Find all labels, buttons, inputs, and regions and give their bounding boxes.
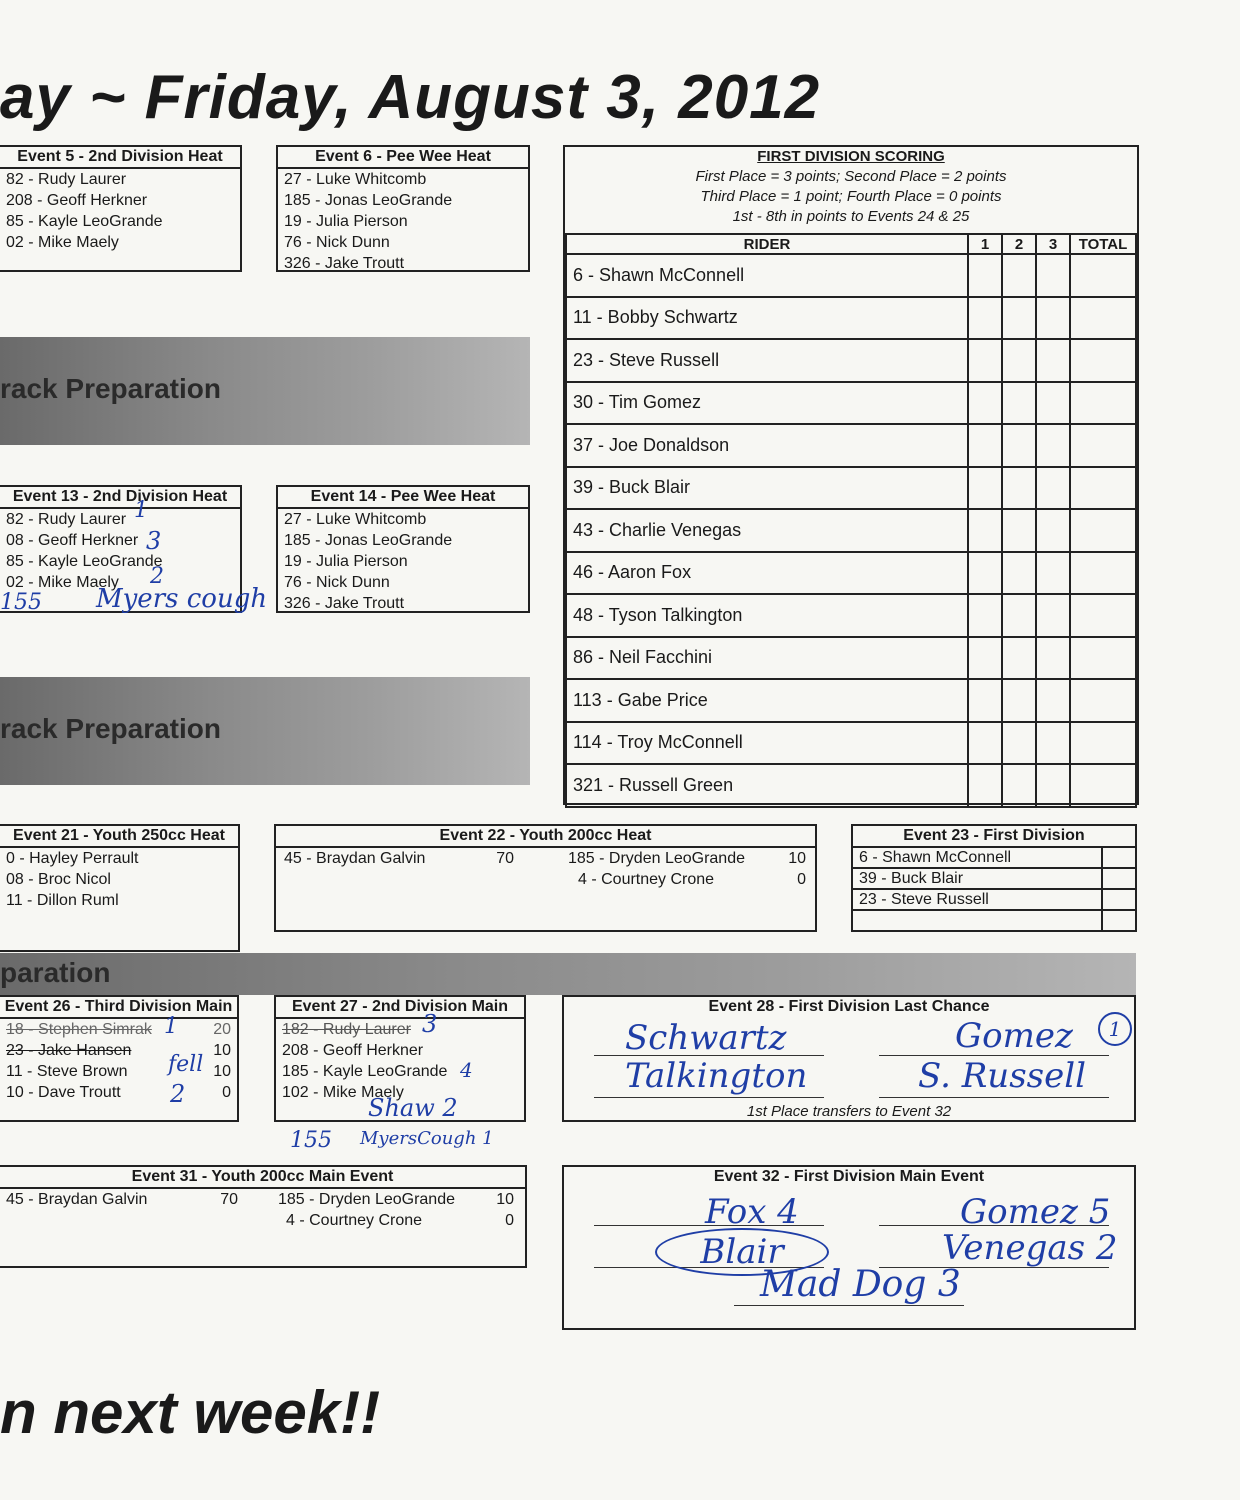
total-column-header: TOTAL [1070,234,1136,254]
rider-points: 10 [213,1063,231,1080]
scoring-rider-name: 30 - Tim Gomez [566,382,968,425]
event-27-rider: 208 - Geoff Herkner [282,1042,424,1059]
handwritten-name: Shaw 2 [368,1094,458,1122]
event-22-rider [572,869,812,890]
round-1-cell[interactable] [968,594,1002,637]
event-21-rider: 0 - Hayley Perrault [6,850,139,867]
event-6-rider: 185 - Jonas LeoGrande [284,192,453,209]
event-14-title: Event 14 - Pee Wee Heat [278,487,528,509]
rider-points: 0 [222,1084,231,1101]
rider-points: 70 [220,1191,238,1208]
handwritten-name: S. Russell [918,1056,1086,1096]
event-26-rider [0,1082,237,1103]
handwritten-mark: 2 [170,1080,186,1108]
round-3-cell[interactable] [1036,509,1070,552]
rider-column-header: RIDER [566,234,968,254]
event-23-title: Event 23 - First Division [853,826,1135,848]
round-1-cell[interactable] [968,424,1002,467]
event-5-title: Event 5 - 2nd Division Heat [0,147,240,169]
round-2-cell[interactable] [1002,637,1036,680]
track-preparation-banner [0,953,1136,995]
round-1-cell[interactable] [968,679,1002,722]
event-13-rider: 02 - Mike Maely [6,574,119,591]
round-2-cell[interactable] [1002,424,1036,467]
round-3-cell[interactable] [1036,722,1070,765]
total-cell[interactable] [1070,254,1136,297]
scoring-rule: First Place = 3 points; Second Place = 2 points [695,168,1007,185]
round-2-cell[interactable] [1002,552,1036,595]
round-2-header: 2 [1002,234,1036,254]
event-6-title: Event 6 - Pee Wee Heat [278,147,528,169]
handwritten-mark: 1 [164,1014,178,1039]
handwritten-circled-mark: 1 [1098,1012,1132,1046]
event-22-rider [562,848,812,869]
event-14-box [276,485,530,613]
rider-name: 18 - Stephen Simrak [6,1021,152,1038]
page-title: ay ~ Friday, August 3, 2012 [0,63,821,132]
rider-name: 185 - Dryden LeoGrande [278,1191,455,1208]
event-14-rider: 76 - Nick Dunn [284,574,390,591]
event-23-box [851,824,1137,932]
total-cell[interactable] [1070,424,1136,467]
signature-line [879,1097,1109,1098]
scoring-row [566,722,1136,765]
round-1-cell[interactable] [968,509,1002,552]
scoring-row [566,637,1136,680]
event-14-rider: 27 - Luke Whitcomb [284,511,427,528]
scoring-rider-name: 113 - Gabe Price [566,679,968,722]
event-31-title: Event 31 - Youth 200cc Main Event [0,1167,525,1189]
scoring-row [566,764,1136,807]
scoring-rider-name: 43 - Charlie Venegas [566,509,968,552]
event-6-rider: 27 - Luke Whitcomb [284,171,427,188]
signature-line [734,1305,964,1306]
event-21-rider: 11 - Dillon Ruml [6,892,119,909]
scoring-row [566,467,1136,510]
handwritten-circled-name: Blair [655,1228,829,1276]
scoring-rider-name: 39 - Buck Blair [566,467,968,510]
handwritten-number: 155 [0,590,42,615]
first-division-scoring [563,145,1139,805]
handwritten-name: Gomez [955,1016,1073,1056]
round-2-cell[interactable] [1002,722,1036,765]
round-3-cell[interactable] [1036,764,1070,807]
handwritten-name: Gomez 5 [960,1192,1111,1232]
scoring-row [566,509,1136,552]
round-3-cell[interactable] [1036,254,1070,297]
event-26-title: Event 26 - Third Division Main [0,997,237,1019]
event-23-rider: 39 - Buck Blair [853,869,1135,890]
round-2-cell[interactable] [1002,467,1036,510]
round-2-cell[interactable] [1002,382,1036,425]
event-22-rider [278,848,520,869]
handwritten-name: MyersCough 1 [360,1128,494,1149]
event-32-title: Event 32 - First Division Main Event [713,1168,985,1185]
track-preparation-label: paration [0,957,111,988]
scoring-row [566,552,1136,595]
event-5-rider: 82 - Rudy Laurer [6,171,127,188]
total-cell[interactable] [1070,297,1136,340]
handwritten-mark: 2 [150,564,164,589]
scoring-row [566,679,1136,722]
event-21-title: Event 21 - Youth 250cc Heat [0,826,238,848]
total-cell[interactable] [1070,509,1136,552]
rider-name: 185 - Dryden LeoGrande [568,850,745,867]
scoring-rider-name: 23 - Steve Russell [566,339,968,382]
rider-name: 4 - Courtney Crone [286,1212,423,1229]
handwritten-mark: 3 [146,527,162,555]
scoring-rider-name: 46 - Aaron Fox [566,552,968,595]
scoring-rider-name: 86 - Neil Facchini [566,637,968,680]
event-31-rider [280,1210,520,1231]
event-22-box [274,824,817,932]
total-cell[interactable] [1070,339,1136,382]
round-1-cell[interactable] [968,764,1002,807]
event-5-rider: 02 - Mike Maely [6,234,119,251]
total-cell[interactable] [1070,594,1136,637]
handwritten-mark: 4 [460,1058,473,1082]
round-3-cell[interactable] [1036,637,1070,680]
rider-points: 0 [505,1212,514,1229]
handwritten-number: 155 [290,1128,332,1153]
round-3-header: 3 [1036,234,1070,254]
rider-name: 10 - Dave Troutt [6,1084,121,1101]
round-1-cell[interactable] [968,552,1002,595]
event-13-rider: 85 - Kayle LeoGrande [6,553,163,570]
round-3-cell[interactable] [1036,594,1070,637]
round-1-cell[interactable] [968,339,1002,382]
round-3-cell[interactable] [1036,339,1070,382]
event-6-rider: 19 - Julia Pierson [284,213,408,230]
scoring-rider-name: 321 - Russell Green [566,764,968,807]
event-27-rider: 102 - Mike Maely [282,1084,404,1101]
round-2-cell[interactable] [1002,679,1036,722]
total-cell[interactable] [1070,637,1136,680]
rider-points: 70 [496,850,514,867]
round-1-cell[interactable] [968,722,1002,765]
scoring-rider-name: 48 - Tyson Talkington [566,594,968,637]
event-14-rider: 19 - Julia Pierson [284,553,408,570]
event-13-rider: 82 - Rudy Laurer [6,511,127,528]
scoring-rider-name: 114 - Troy McConnell [566,722,968,765]
scoring-rider-name: 11 - Bobby Schwartz [566,297,968,340]
scoring-row [566,382,1136,425]
track-preparation-label: rack Preparation [0,373,221,404]
round-3-cell[interactable] [1036,467,1070,510]
round-3-cell[interactable] [1036,679,1070,722]
scoring-info [565,147,1137,227]
rider-name: 23 - Jake Hansen [6,1042,132,1059]
total-cell[interactable] [1070,552,1136,595]
event-21-box [0,824,240,952]
handwritten-name: Myers cough [96,584,268,614]
rider-points: 10 [496,1191,514,1208]
round-2-cell[interactable] [1002,297,1036,340]
event-27-rider: 185 - Kayle LeoGrande [282,1063,448,1080]
event-5-box [0,145,242,272]
event-31-rider [0,1189,244,1210]
total-cell[interactable] [1070,467,1136,510]
total-cell[interactable] [1070,764,1136,807]
event-13-title: Event 13 - 2nd Division Heat [0,487,240,509]
handwritten-name: Fox 4 [705,1192,799,1232]
handwritten-mark: 1 [134,498,148,523]
round-2-cell[interactable] [1002,254,1036,297]
event-22-title: Event 22 - Youth 200cc Heat [276,826,815,848]
round-1-cell[interactable] [968,467,1002,510]
scoring-rows [566,254,1136,807]
handwritten-name: Schwartz [625,1018,787,1058]
round-3-cell[interactable] [1036,297,1070,340]
event-27-rider: 182 - Rudy Laurer [282,1021,411,1038]
event-13-rider: 08 - Geoff Herkner [6,532,139,549]
round-1-cell[interactable] [968,382,1002,425]
scoring-rule: 1st - 8th in points to Events 24 & 25 [732,208,970,225]
round-1-header: 1 [968,234,1002,254]
scoring-row [566,594,1136,637]
scoring-row [566,339,1136,382]
rider-points: 10 [788,850,806,867]
event-23-rider: 23 - Steve Russell [853,890,1135,911]
handwritten-name: Mad Dog 3 [760,1264,961,1305]
total-cell[interactable] [1070,382,1136,425]
round-3-cell[interactable] [1036,424,1070,467]
round-2-cell[interactable] [1002,764,1036,807]
event-14-rider: 185 - Jonas LeoGrande [284,532,453,549]
event-31-rider [272,1189,520,1210]
total-cell[interactable] [1070,679,1136,722]
event-6-box [276,145,530,272]
round-2-cell[interactable] [1002,509,1036,552]
rider-name: 45 - Braydan Galvin [284,850,426,867]
footer-text: n next week!! [0,1379,381,1446]
scoring-rider-name: 37 - Joe Donaldson [566,424,968,467]
scoring-table [565,233,1137,808]
rider-points: 10 [213,1042,231,1059]
rider-points: 0 [797,871,806,888]
track-preparation-banner [0,337,530,445]
rider-points: 20 [213,1021,231,1038]
round-3-cell[interactable] [1036,382,1070,425]
rider-name: 11 - Steve Brown [6,1063,128,1080]
event-28-title: Event 28 - First Division Last Chance [708,998,990,1015]
rider-name: 4 - Courtney Crone [578,871,715,888]
total-cell[interactable] [1070,722,1136,765]
transfer-note: 1st Place transfers to Event 32 [746,1103,952,1120]
round-1-cell[interactable] [968,637,1002,680]
event-31-box [0,1165,527,1268]
event-6-rider: 326 - Jake Troutt [284,255,405,272]
scoring-row [566,424,1136,467]
signature-line [594,1097,824,1098]
handwritten-name: Venegas 2 [942,1228,1118,1268]
event-5-rider: 85 - Kayle LeoGrande [6,213,163,230]
event-23-rider: 6 - Shawn McConnell [853,848,1135,869]
handwritten-mark: 3 [422,1010,438,1038]
event-26-rider [0,1019,237,1040]
track-preparation-label: rack Preparation [0,713,221,744]
round-3-cell[interactable] [1036,552,1070,595]
event-21-rider: 08 - Broc Nicol [6,871,111,888]
handwritten-mark: fell [168,1052,204,1077]
scoring-rider-name: 6 - Shawn McConnell [566,254,968,297]
round-2-cell[interactable] [1002,339,1036,382]
event-14-rider: 326 - Jake Troutt [284,595,405,612]
event-5-rider: 208 - Geoff Herkner [6,192,148,209]
scoring-rule: Third Place = 1 point; Fourth Place = 0 points [700,188,1002,205]
event-6-rider: 76 - Nick Dunn [284,234,390,251]
scoring-title: FIRST DIVISION SCORING [757,148,945,165]
handwritten-name: Talkington [625,1056,808,1096]
track-preparation-banner [0,677,530,785]
round-1-cell[interactable] [968,297,1002,340]
scoring-row [566,297,1136,340]
round-2-cell[interactable] [1002,594,1036,637]
round-1-cell[interactable] [968,254,1002,297]
event-27-title: Event 27 - 2nd Division Main [276,997,524,1019]
scoring-row [566,254,1136,297]
rider-name: 45 - Braydan Galvin [6,1191,148,1208]
